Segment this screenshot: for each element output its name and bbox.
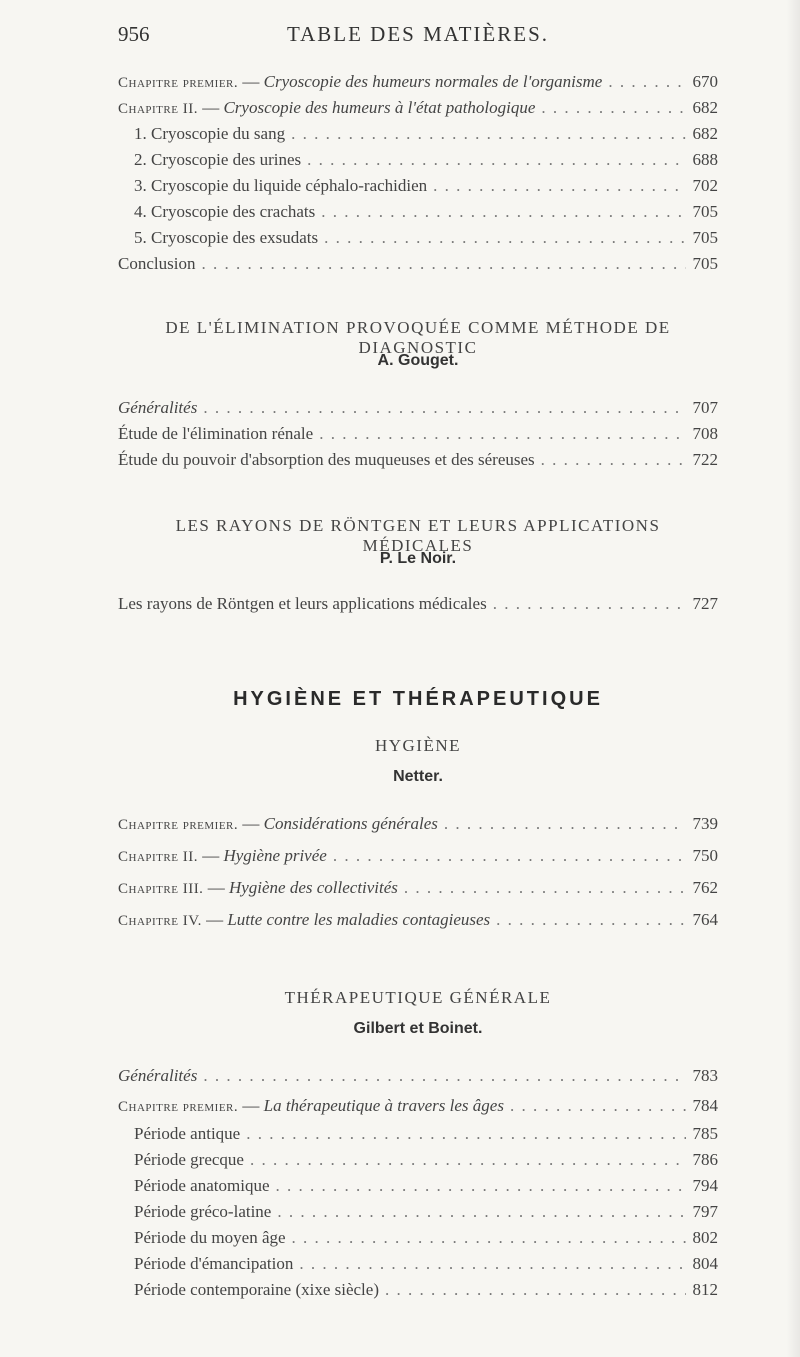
- section-title: LES RAYONS DE RÖNTGEN ET LEURS APPLICATIONS MÉDICALES: [175, 516, 661, 555]
- page-ref: 708: [692, 424, 718, 443]
- page-ref: 739: [692, 814, 718, 833]
- toc-entry: Chapitre premier. — La thérapeutique à travers les âges . . . 784: [118, 1096, 718, 1120]
- page-ref: 682: [692, 98, 718, 117]
- toc-entry: Généralités . . . 783: [118, 1066, 718, 1090]
- page-ref: 688: [692, 150, 718, 169]
- leader-dots: [307, 150, 686, 170]
- leader-dots: [201, 254, 686, 274]
- leader-dots: [333, 846, 686, 866]
- page-ref: 785: [692, 1124, 718, 1143]
- toc-entry: Période du moyen âge . . . 802: [134, 1228, 718, 1252]
- toc-entry: Les rayons de Röntgen et leurs applications médicales . . . 727: [118, 594, 718, 618]
- toc-entry: Chapitre premier. — Cryoscopie des humeurs normales de l'organisme . . . 670: [118, 72, 718, 96]
- toc-entry: 1. Cryoscopie du sang . . . 682: [134, 124, 718, 148]
- leader-dots: [324, 228, 686, 248]
- toc-entry: Période grecque . . . 786: [134, 1150, 718, 1174]
- leader-dots: [404, 878, 686, 898]
- toc-entry: Chapitre II. — Cryoscopie des humeurs à l'état pathologique . . . 682: [118, 98, 718, 122]
- toc-entry: Étude du pouvoir d'absorption des muqueuses et des séreuses . . . 722: [118, 450, 718, 474]
- page-ref: 804: [692, 1254, 718, 1273]
- leader-dots: [203, 1066, 686, 1086]
- page-ref: 670: [692, 72, 718, 91]
- section-title: HYGIÈNE: [374, 736, 462, 755]
- section-author: P. Le Noir.: [379, 550, 457, 567]
- toc-entry: Chapitre premier. — Considérations générales . . . 739: [118, 814, 718, 838]
- leader-dots: [319, 424, 686, 444]
- page-ref: 682: [692, 124, 718, 143]
- page-ref: 784: [692, 1096, 718, 1115]
- toc-entry: Chapitre IV. — Lutte contre les maladies contagieuses . . . 764: [118, 910, 718, 934]
- toc-entry: Chapitre III. — Hygiène des collectivités . . . 762: [118, 878, 718, 902]
- toc-entry: 5. Cryoscopie des exsudats . . . 705: [134, 228, 718, 252]
- page-ref: 794: [692, 1176, 718, 1195]
- leader-dots: [433, 176, 686, 196]
- leader-dots: [246, 1124, 686, 1144]
- toc-entry: 3. Cryoscopie du liquide céphalo-rachidien . . . 702: [134, 176, 718, 200]
- toc-entry: Période antique . . . 785: [134, 1124, 718, 1148]
- page-ref: 727: [692, 594, 718, 613]
- leader-dots: [608, 72, 686, 92]
- leader-dots: [203, 398, 686, 418]
- page-ref: 707: [692, 398, 718, 417]
- section-author: Netter.: [393, 768, 443, 785]
- leader-dots: [510, 1096, 686, 1116]
- leader-dots: [299, 1254, 686, 1274]
- page-ref: 783: [692, 1066, 718, 1085]
- section-author: A. Gouget.: [377, 352, 459, 369]
- leader-dots: [292, 1228, 686, 1248]
- page-ref: 705: [692, 254, 718, 273]
- toc-entry: 2. Cryoscopie des urines . . . 688: [134, 150, 718, 174]
- part-title: HYGIÈNE ET THÉRAPEUTIQUE: [233, 688, 603, 710]
- page-ref: 812: [692, 1280, 718, 1299]
- page-ref: 764: [692, 910, 718, 929]
- page-ref: 786: [692, 1150, 718, 1169]
- toc-entry: Période anatomique . . . 794: [134, 1176, 718, 1200]
- page-number: 956: [118, 22, 150, 46]
- leader-dots: [277, 1202, 686, 1222]
- page-ref: 797: [692, 1202, 718, 1221]
- leader-dots: [276, 1176, 687, 1196]
- page-ref: 750: [692, 846, 718, 865]
- page-ref: 702: [692, 176, 718, 195]
- toc-entry: Étude de l'élimination rénale . . . 708: [118, 424, 718, 448]
- section-title: DE L'ÉLIMINATION PROVOQUÉE COMME MÉTHODE DE DIAGNOSTIC: [165, 318, 671, 357]
- page-ref: 705: [692, 202, 718, 221]
- page-ref: 762: [692, 878, 718, 897]
- leader-dots: [493, 594, 686, 614]
- page-header: [118, 22, 718, 52]
- toc-entry: Généralités . . . 707: [118, 398, 718, 422]
- toc-entry: Conclusion . . . 705: [118, 254, 718, 278]
- leader-dots: [321, 202, 686, 222]
- section-title: THÉRAPEUTIQUE GÉNÉRALE: [284, 988, 552, 1007]
- leader-dots: [541, 98, 686, 118]
- leader-dots: [385, 1280, 686, 1300]
- page-ref: 705: [692, 228, 718, 247]
- page-edge-shadow: [786, 0, 800, 1357]
- leader-dots: [444, 814, 686, 834]
- leader-dots: [250, 1150, 686, 1170]
- page-ref: 802: [692, 1228, 718, 1247]
- running-title: TABLE DES MATIÈRES.: [286, 22, 550, 46]
- page-ref: 722: [692, 450, 718, 469]
- toc-entry: 4. Cryoscopie des crachats . . . 705: [134, 202, 718, 226]
- toc-entry: Chapitre II. — Hygiène privée . . . 750: [118, 846, 718, 870]
- toc-entry: Période d'émancipation . . . 804: [134, 1254, 718, 1278]
- section-author: Gilbert et Boinet.: [353, 1020, 483, 1037]
- toc-entry: Période contemporaine (xixe siècle) . . . 812: [134, 1280, 718, 1304]
- leader-dots: [291, 124, 686, 144]
- leader-dots: [541, 450, 686, 470]
- toc-entry: Période gréco-latine . . . 797: [134, 1202, 718, 1226]
- leader-dots: [496, 910, 686, 930]
